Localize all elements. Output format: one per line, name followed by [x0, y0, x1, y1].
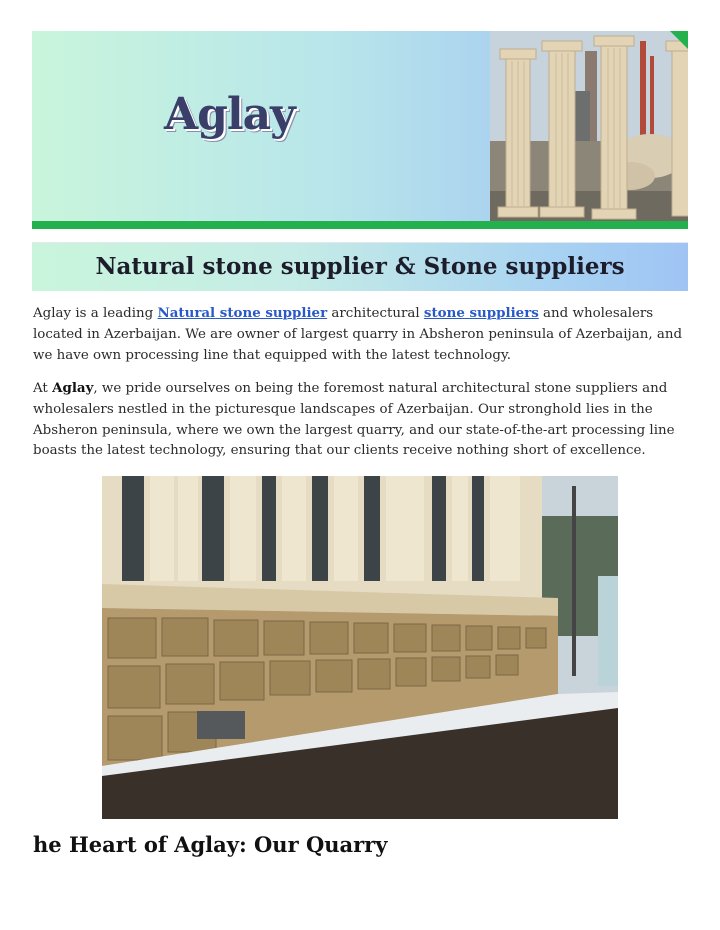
intro-text-2: architectural	[327, 306, 424, 321]
page-title: Natural stone supplier & Stone suppliers	[95, 253, 625, 280]
natural-stone-supplier-link[interactable]: Natural stone supplier	[157, 305, 328, 321]
intro-paragraph	[33, 303, 691, 366]
intro-text-1: Aglay is a leading	[33, 306, 158, 321]
stone-columns-illustration	[490, 31, 688, 221]
header-banner	[32, 31, 688, 229]
quarry-section-heading: he Heart of Aglay: Our Quarry	[33, 832, 388, 857]
stone-building-photo	[102, 476, 618, 819]
site-logo[interactable]: Aglay	[164, 89, 295, 140]
stone-building-illustration	[102, 476, 618, 819]
brand-bold: Aglay	[52, 380, 94, 396]
stone-suppliers-link[interactable]: stone suppliers	[423, 305, 539, 321]
intro-text-3: and wholesalers located in Azerbaijan. We are owner of largest quarry in Absheron peninsula of Azerbaijan, and we have own processing line that equipped with the latest technology.	[33, 306, 683, 363]
second-paragraph	[33, 378, 691, 462]
second-text-2: , we pride ourselves on being the foremost natural architectural stone suppliers and wholesalers nestled in the picturesque landscapes of Azerbaijan. Our stronghold lies in the Absheron peninsula, where we own the largest quarry, and our state-of-the-art processing line boasts the latest technology, ensuring that our clients receive nothing short of excellence.	[33, 381, 675, 459]
header-accent-bar	[32, 221, 688, 229]
title-band	[32, 242, 688, 291]
stone-columns-photo	[490, 31, 688, 221]
second-text-1: At	[33, 381, 53, 396]
corner-accent	[670, 31, 688, 49]
